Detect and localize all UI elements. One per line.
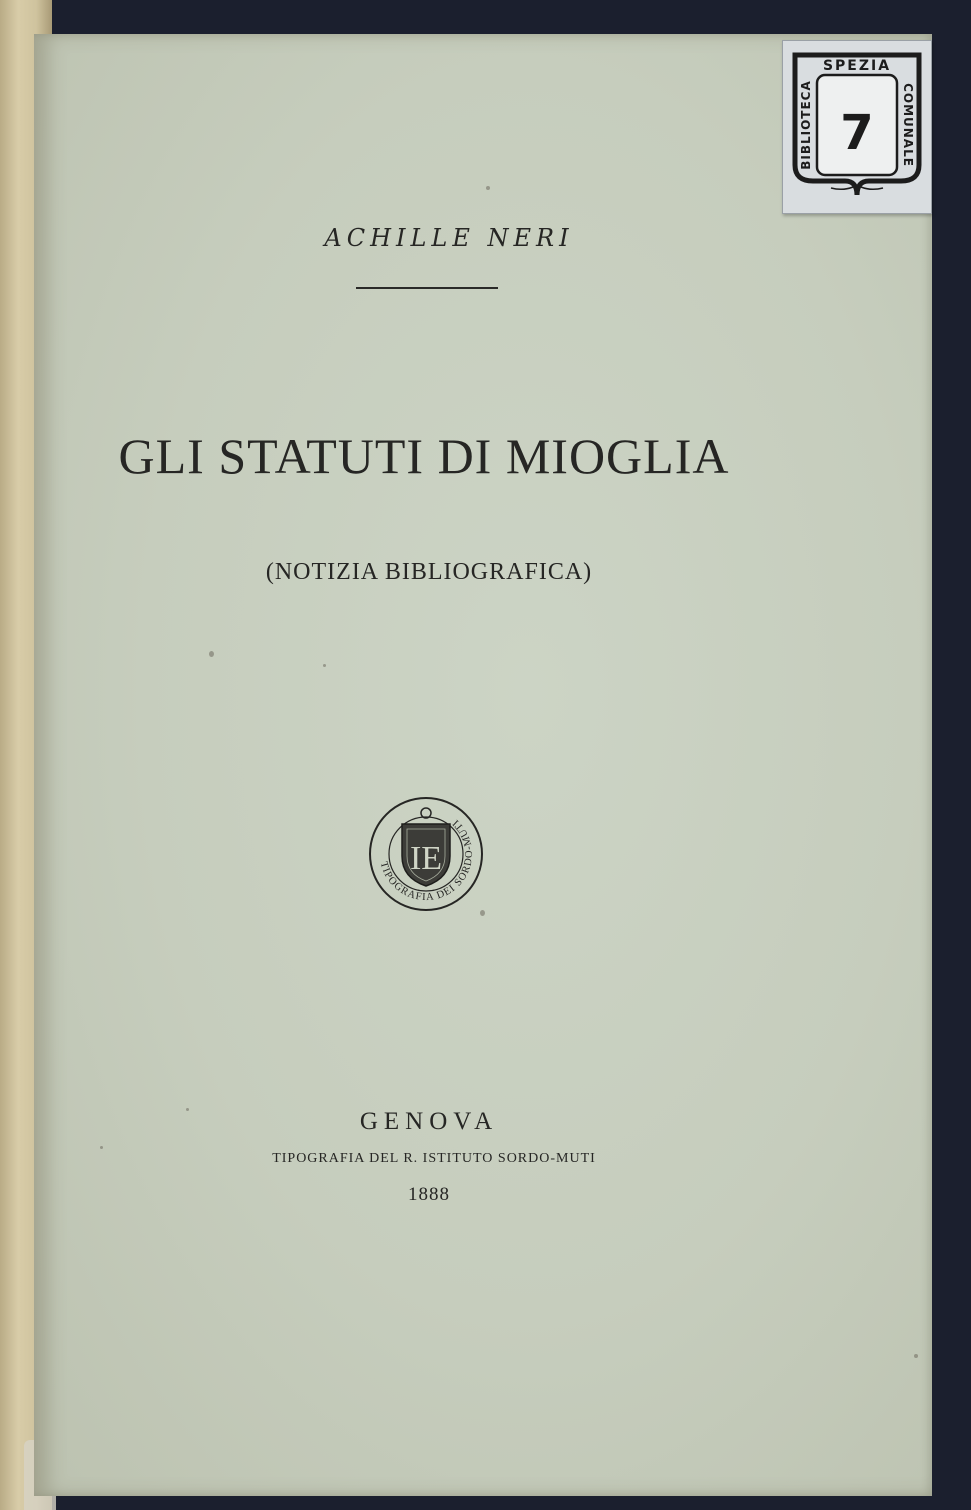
- library-label-left: BIBLIOTECA: [799, 80, 813, 170]
- paper-speck: [323, 664, 326, 667]
- paper-speck: [186, 1108, 189, 1111]
- library-stamp-label: [782, 40, 932, 214]
- printer-name: TIPOGRAFIA DEL R. ISTITUTO SORDO-MUTI: [272, 1151, 596, 1166]
- library-label-right: COMUNALE: [901, 83, 915, 167]
- printer-mark-emblem: [366, 794, 486, 914]
- author-rule: [356, 287, 498, 289]
- shelf-number: 7: [840, 105, 874, 161]
- title-page: [34, 34, 932, 1496]
- book-subtitle: (NOTIZIA BIBLIOGRAFICA): [265, 559, 593, 585]
- printer-mark-monogram: IE: [409, 840, 443, 877]
- paper-speck: [209, 651, 214, 657]
- paper-speck: [486, 186, 490, 190]
- publication-city: GENOVA: [359, 1108, 499, 1135]
- author-name: ACHILLE NERI: [324, 224, 574, 252]
- printer-mark-ring-text: TIPOGRAFIA DEI SORDO-MUTI: [377, 816, 476, 904]
- publication-year: 1888: [408, 1184, 450, 1205]
- paper-speck: [100, 1146, 103, 1149]
- paper-speck: [914, 1354, 918, 1358]
- paper-speck: [480, 910, 485, 916]
- book-title: GLI STATUTI DI MIOGLIA: [118, 428, 730, 484]
- library-label-top: SPEZIA: [822, 58, 892, 74]
